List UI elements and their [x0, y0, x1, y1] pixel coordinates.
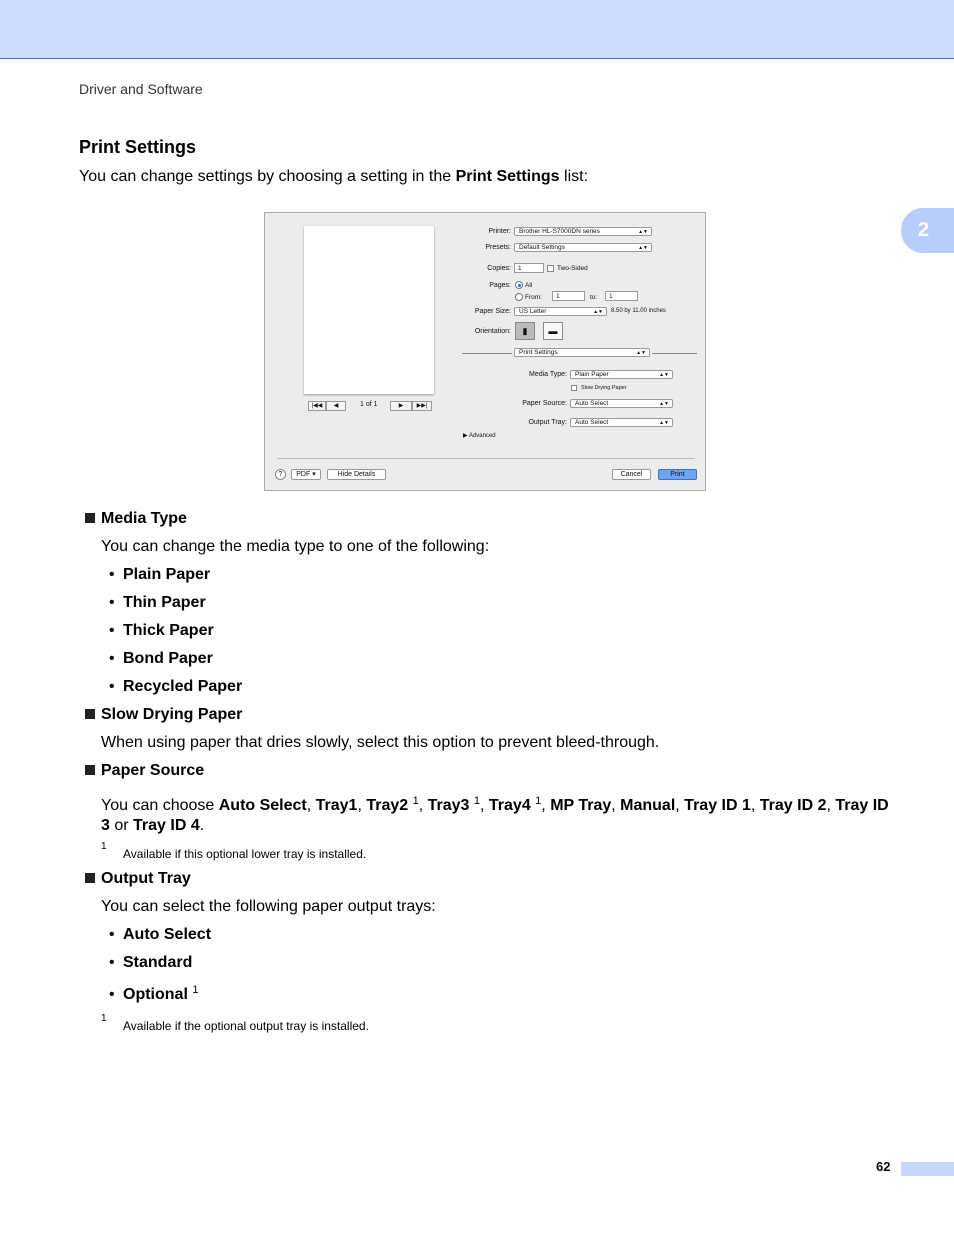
last-page-button[interactable]: ▶▶| [412, 401, 432, 411]
two-sided-label: Two-Sided [557, 265, 588, 272]
presets-label: Presets: [485, 244, 511, 251]
page-preview [304, 226, 434, 394]
pages-from-radio[interactable] [515, 293, 523, 301]
paper-size-dims: 8.50 by 11.00 inches [611, 308, 666, 314]
slow-drying-label: Slow Drying Paper [581, 385, 627, 391]
pages-all-radio[interactable] [515, 281, 523, 289]
printer-label: Printer: [488, 228, 511, 235]
first-page-button[interactable]: |◀◀ [308, 401, 326, 411]
page-number-bar [901, 1162, 954, 1176]
advanced-disclosure[interactable]: ▶ Advanced [463, 433, 496, 439]
chevron-down-icon: ▾ [312, 471, 316, 478]
list-item: • Auto Select [109, 926, 212, 943]
from-page-input[interactable]: 1 [552, 291, 585, 301]
print-dialog [264, 212, 706, 491]
help-button[interactable]: ? [275, 469, 286, 480]
two-sided-checkbox[interactable] [547, 265, 554, 272]
cancel-button[interactable]: Cancel [612, 469, 651, 480]
paper-source-desc: You can choose Auto Select, Tray1, Tray2 $^1$, Tray3 $^1$, Tray4 $^1$, MP Tray, Manual, Tray ID 1, Tray ID 2, Tray ID 3 or Tray ID 4. [101, 795, 889, 834]
pages-label: Pages: [489, 282, 511, 289]
footer-divider [277, 458, 695, 459]
separator-left [462, 353, 512, 354]
page-count-label: 1 of 1 [360, 401, 378, 408]
section-title: Print Settings [79, 137, 197, 157]
list-item: • Recycled Paper [109, 678, 243, 695]
media-type-select[interactable]: Plain Paper ▲▼ [570, 370, 673, 379]
square-bullet-icon [85, 709, 95, 719]
pages-from-label: From: [525, 294, 542, 301]
list-item: • Plain Paper [109, 566, 211, 583]
portrait-icon[interactable]: ▮ [515, 322, 535, 340]
list-item: • Standard [109, 954, 193, 971]
separator-right [652, 353, 697, 354]
list-item: • Thick Paper [109, 622, 214, 639]
paper-source-select[interactable]: Auto Select ▲▼ [570, 399, 673, 408]
pdf-button[interactable]: PDF ▾ [291, 469, 321, 480]
chapter-tab: 2 [901, 208, 954, 253]
media-type-heading: Media Type [85, 510, 187, 528]
panel-select[interactable]: Print Settings ▲▼ [514, 348, 650, 357]
list-item: • Bond Paper [109, 650, 213, 667]
header-bar [0, 0, 954, 59]
print-button[interactable]: Print [658, 469, 697, 480]
list-item: • Optional $^1$ [109, 984, 199, 1003]
slow-drying-checkbox[interactable] [571, 385, 577, 391]
output-tray-desc: You can select the following paper output trays: [101, 898, 436, 915]
output-tray-select[interactable]: Auto Select ▲▼ [570, 418, 673, 427]
square-bullet-icon [85, 873, 95, 883]
paper-size-label: Paper Size: [474, 308, 511, 315]
output-tray-heading: Output Tray [85, 870, 191, 888]
to-label: to: [590, 294, 598, 301]
paper-size-select[interactable]: US Letter ▲▼ [514, 307, 607, 316]
pages-all-label: All [525, 282, 533, 289]
preview-pager [308, 401, 433, 410]
square-bullet-icon [85, 765, 95, 775]
paper-source-heading: Paper Source [85, 762, 204, 780]
next-page-button[interactable]: ▶ [390, 401, 412, 411]
landscape-icon[interactable]: ▬ [543, 322, 563, 340]
triangle-right-icon: ▶ [463, 433, 469, 439]
breadcrumb: Driver and Software [79, 81, 203, 97]
copies-input[interactable]: 1 [514, 263, 544, 273]
orientation-label: Orientation: [474, 328, 511, 335]
section-intro: You can change settings by choosing a setting in the Print Settings list: [79, 168, 589, 185]
slow-drying-heading: Slow Drying Paper [85, 706, 242, 724]
list-item: • Thin Paper [109, 594, 206, 611]
media-type-label: Media Type: [528, 371, 567, 378]
output-tray-label: Output Tray: [528, 419, 567, 426]
page-number: 62 [876, 1159, 891, 1174]
paper-source-label: Paper Source: [522, 400, 567, 407]
slow-drying-desc: When using paper that dries slowly, select this option to prevent bleed-through. [101, 734, 660, 751]
hide-details-button[interactable]: Hide Details [327, 469, 386, 480]
media-type-desc: You can change the media type to one of the following: [101, 538, 490, 555]
copies-label: Copies: [487, 265, 511, 272]
printer-select[interactable]: Brother HL-S7000DN series ▲▼ [514, 227, 652, 236]
square-bullet-icon [85, 513, 95, 523]
presets-select[interactable]: Default Settings ▲▼ [514, 243, 652, 252]
prev-page-button[interactable]: ◀ [326, 401, 346, 411]
to-page-input[interactable]: 1 [605, 291, 638, 301]
